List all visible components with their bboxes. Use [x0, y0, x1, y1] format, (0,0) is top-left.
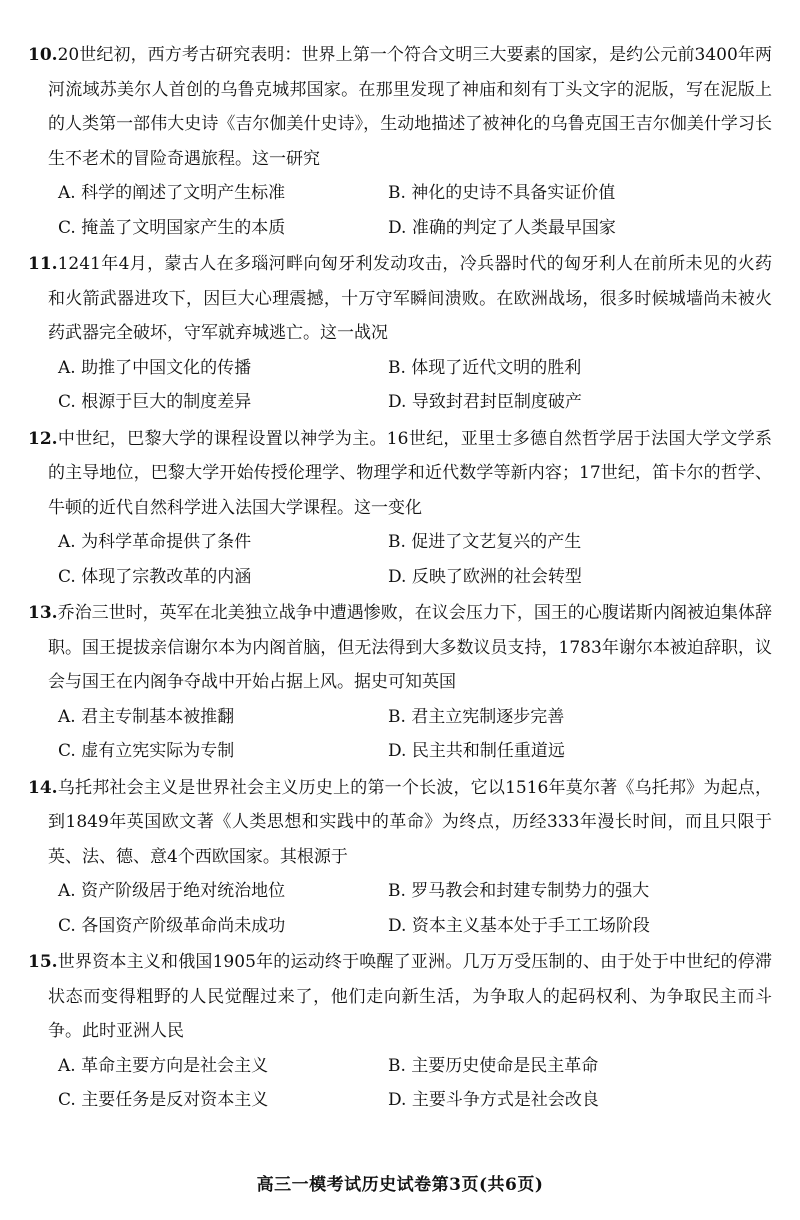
question-text: 乌托邦社会主义是世界社会主义历史上的第一个长波，它以1516年莫尔著《乌托邦》为起点，到1849年英国欧文著《人类思想和实践中的革命》为终点，历经333年漫长时间，而且只限于英、法、德、意4个西欧国家。其根源于 — [48, 777, 772, 867]
question-text: 世界资本主义和俄国1905年的运动终于唤醒了亚洲。几万万受压制的、由于处于中世纪的停滞状态而变得粗野的人民觉醒过来了，他们走向新生活，为争取人的起码权利、为争取民主而斗争。此时亚洲人民 — [48, 952, 772, 1041]
option-a[interactable]: A. 为科学革命提供了条件 — [58, 532, 252, 552]
option-c[interactable]: C. 掩盖了文明国家产生的本质 — [58, 217, 286, 238]
option-list — [28, 700, 772, 769]
option-c[interactable]: C. 虚有立宪实际为专制 — [58, 741, 235, 761]
option-a[interactable]: A. 资产阶级居于绝对统治地位 — [58, 881, 286, 901]
option-d[interactable]: D. 导致封君封臣制度破产 — [388, 392, 582, 412]
option-c[interactable]: C. 各国资产阶级革命尚未成功 — [58, 915, 286, 936]
option-c[interactable]: C. 体现了宗教改革的内涵 — [58, 566, 252, 587]
option-c[interactable]: C. 根源于巨大的制度差异 — [58, 392, 252, 412]
question-stem — [28, 771, 772, 875]
option-list — [28, 176, 772, 245]
option-b[interactable]: B. 神化的史诗不具备实证价值 — [388, 183, 616, 203]
question-15 — [28, 945, 772, 1118]
question-11 — [28, 247, 772, 420]
option-d[interactable]: D. 资本主义基本处于手工工场阶段 — [388, 915, 650, 936]
question-number: 15. — [28, 952, 58, 972]
question-text: 中世纪，巴黎大学的课程设置以神学为主。16世纪，亚里士多德自然哲学居于法国大学文学系的主导地位，巴黎大学开始传授伦理学、物理学和近代数学等新内容；17世纪，笛卡尔的哲学、牛顿的近代自然科学进入法国大学课程。这一变化 — [48, 428, 772, 518]
question-number: 10. — [28, 45, 58, 65]
question-number: 11. — [28, 254, 58, 274]
option-d[interactable]: D. 准确的判定了人类最早国家 — [388, 217, 616, 238]
option-list — [28, 525, 772, 594]
question-stem — [28, 38, 772, 176]
question-stem — [28, 596, 772, 700]
option-a[interactable]: A. 革命主要方向是社会主义 — [58, 1055, 269, 1076]
question-number: 12. — [28, 428, 58, 449]
question-10 — [28, 38, 772, 245]
option-d[interactable]: D. 反映了欧洲的社会转型 — [388, 566, 582, 587]
option-a[interactable]: A. 君主专制基本被推翻 — [58, 706, 235, 727]
question-stem — [28, 247, 772, 351]
option-b[interactable]: B. 促进了文艺复兴的产生 — [388, 532, 582, 552]
page-footer: 高三一模考试历史试卷第3页(共6页) — [256, 1175, 544, 1195]
option-list — [28, 874, 772, 943]
option-d[interactable]: D. 主要斗争方式是社会改良 — [388, 1090, 599, 1110]
option-b[interactable]: B. 君主立宪制逐步完善 — [388, 706, 565, 727]
question-stem — [28, 422, 772, 526]
question-text: 乔治三世时，英军在北美独立战争中遭遇惨败，在议会压力下，国王的心腹诺斯内阁被迫集体辞职。国王提拔亲信谢尔本为内阁首脑，但无法得到大多数议员支持，1783年谢尔本被迫辞职，议会与国王在内阁争夺战中开始占据上风。据史可知英国 — [48, 603, 772, 692]
question-number: 13. — [28, 603, 58, 623]
question-text: 20世纪初，西方考古研究表明：世界上第一个符合文明三大要素的国家，是约公元前3400年两河流域苏美尔人首创的乌鲁克城邦国家。在那里发现了神庙和刻有丁头文字的泥版，写在泥版上的人类第一部伟大史诗《吉尔伽美什史诗》，生动地描述了被神化的乌鲁克国王吉尔伽美什学习长生不老术的冒险奇遇旅程。这一研究 — [48, 45, 772, 169]
question-text: 1241年4月，蒙古人在多瑙河畔向匈牙利发动攻击，冷兵器时代的匈牙利人在前所未见的火药和火箭武器进攻下，因巨大心理震撼，十万守军瞬间溃败。在欧洲战场，很多时候城墙尚未被火药武器完全破坏，守军就弃城逃亡。这一战况 — [48, 254, 772, 343]
option-a[interactable]: A. 科学的阐述了文明产生标准 — [58, 183, 286, 203]
question-13 — [28, 596, 772, 769]
option-b[interactable]: B. 主要历史使命是民主革命 — [388, 1055, 599, 1076]
question-stem — [28, 945, 772, 1049]
question-14 — [28, 771, 772, 944]
question-number: 14. — [28, 777, 58, 798]
option-a[interactable]: A. 助推了中国文化的传播 — [58, 357, 252, 378]
option-list — [28, 1049, 772, 1118]
option-list — [28, 351, 772, 420]
question-12 — [28, 422, 772, 595]
option-b[interactable]: B. 体现了近代文明的胜利 — [388, 357, 582, 378]
option-b[interactable]: B. 罗马教会和封建专制势力的强大 — [388, 881, 650, 901]
option-d[interactable]: D. 民主共和制任重道远 — [388, 741, 565, 761]
option-c[interactable]: C. 主要任务是反对资本主义 — [58, 1090, 269, 1110]
